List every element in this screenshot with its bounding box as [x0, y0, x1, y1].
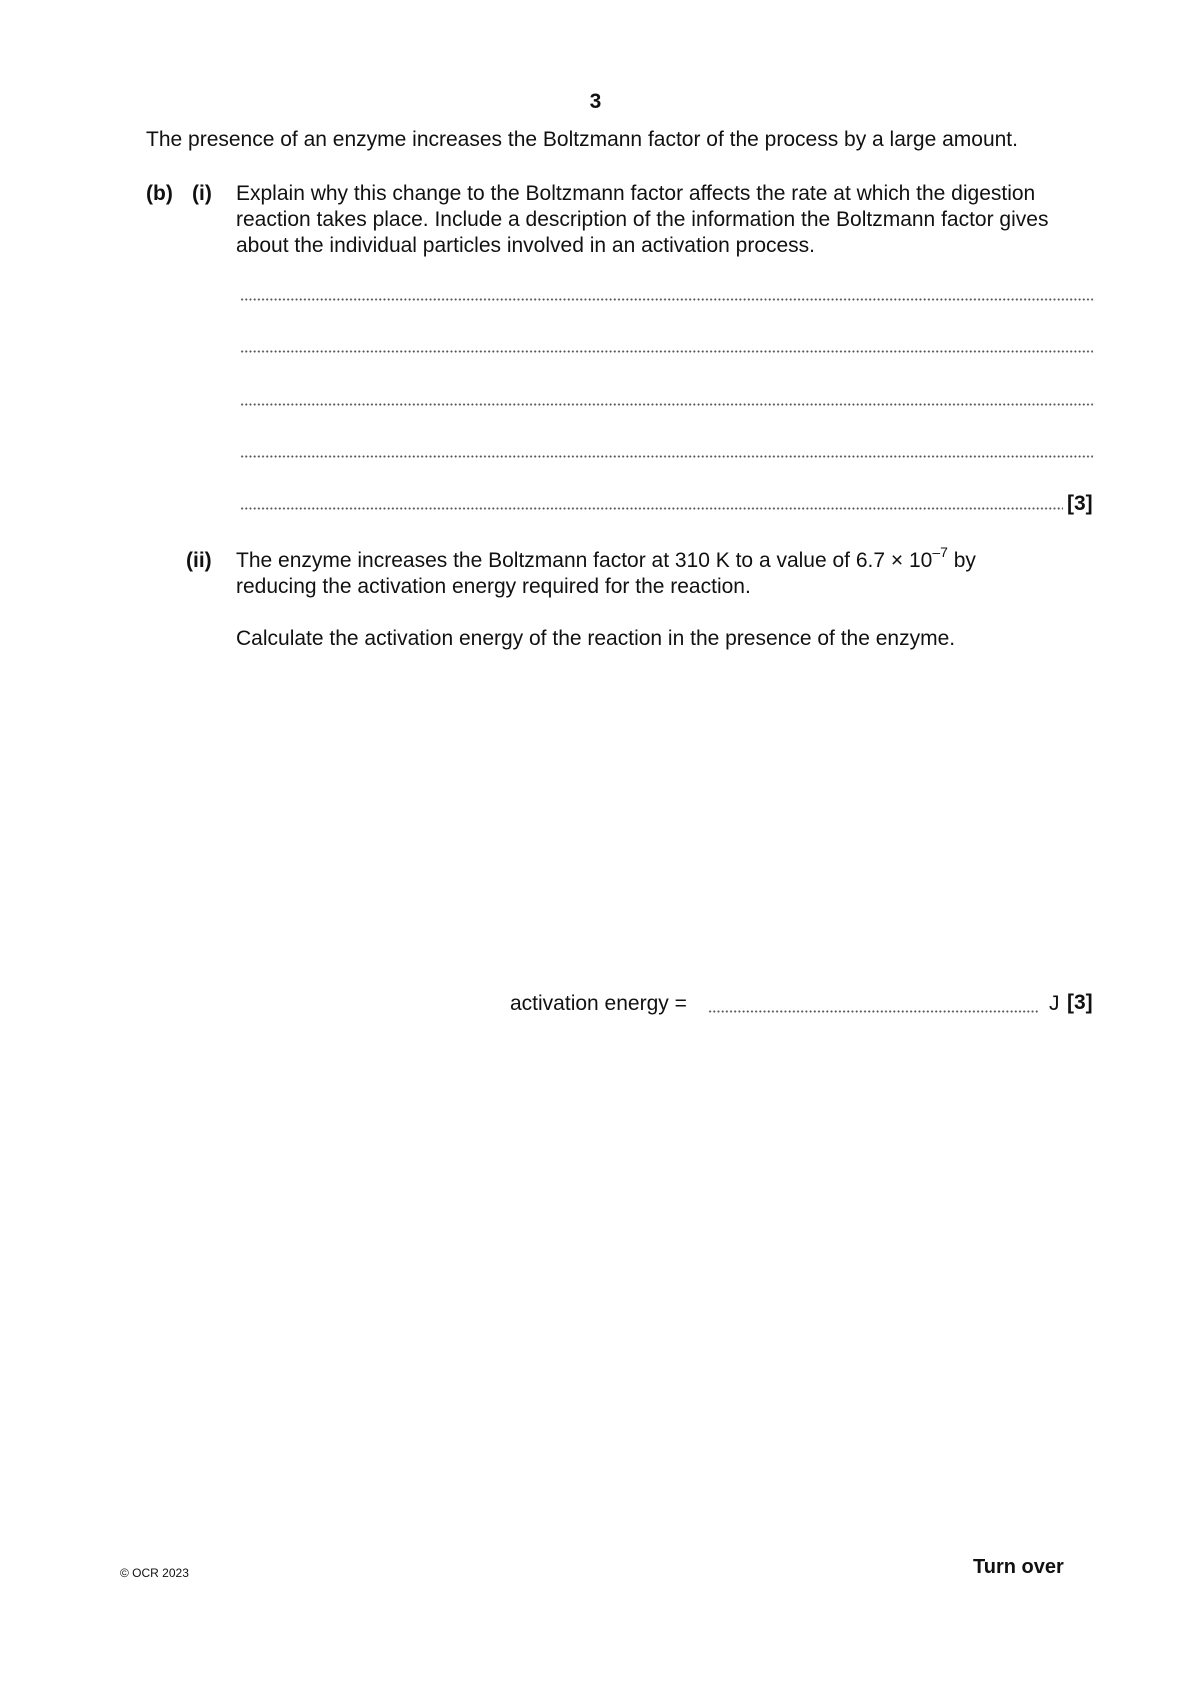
copyright: © OCR 2023: [120, 1566, 189, 1580]
question-ii-instruction: Calculate the activation energy of the reaction in the presence of the enzyme.: [236, 627, 956, 650]
answer-line-1[interactable]: [240, 298, 1093, 301]
answer-line-3[interactable]: [240, 403, 1093, 406]
answer-line-4[interactable]: [240, 455, 1093, 458]
question-ii-line-1: [236, 544, 976, 574]
marks-i: [3]: [1067, 492, 1093, 515]
question-i-line-2: reaction takes place. Include a description of the information the Boltzmann factor gives: [236, 208, 1049, 231]
question-ii-line-2: reducing the activation energy required for the reaction.: [236, 575, 751, 598]
sub-i-label: (i): [192, 182, 212, 205]
question-ii-line-1-end: by: [947, 549, 976, 572]
answer-line-5[interactable]: [240, 507, 1063, 510]
turn-over: Turn over: [973, 1556, 1064, 1578]
exponent: –7: [932, 544, 948, 560]
answer-unit: J: [1049, 992, 1060, 1015]
question-i-line-3: about the individual particles involved in an activation process.: [236, 234, 816, 257]
answer-label: activation energy =: [510, 992, 687, 1015]
part-b-label: (b): [146, 182, 173, 205]
question-i-line-1: Explain why this change to the Boltzmann factor affects the rate at which the digestion: [236, 182, 1036, 205]
answer-field[interactable]: [708, 1010, 1038, 1013]
answer-line-2[interactable]: [240, 350, 1093, 353]
marks-ii: [3]: [1067, 991, 1093, 1014]
page-number: 3: [589, 90, 602, 113]
question-ii-line-1-text: The enzyme increases the Boltzmann factor at 310 K to a value of 6.7 × 10: [236, 549, 933, 572]
intro-text: The presence of an enzyme increases the Boltzmann factor of the process by a large amount.: [146, 128, 1018, 151]
sub-ii-label: (ii): [186, 549, 212, 572]
